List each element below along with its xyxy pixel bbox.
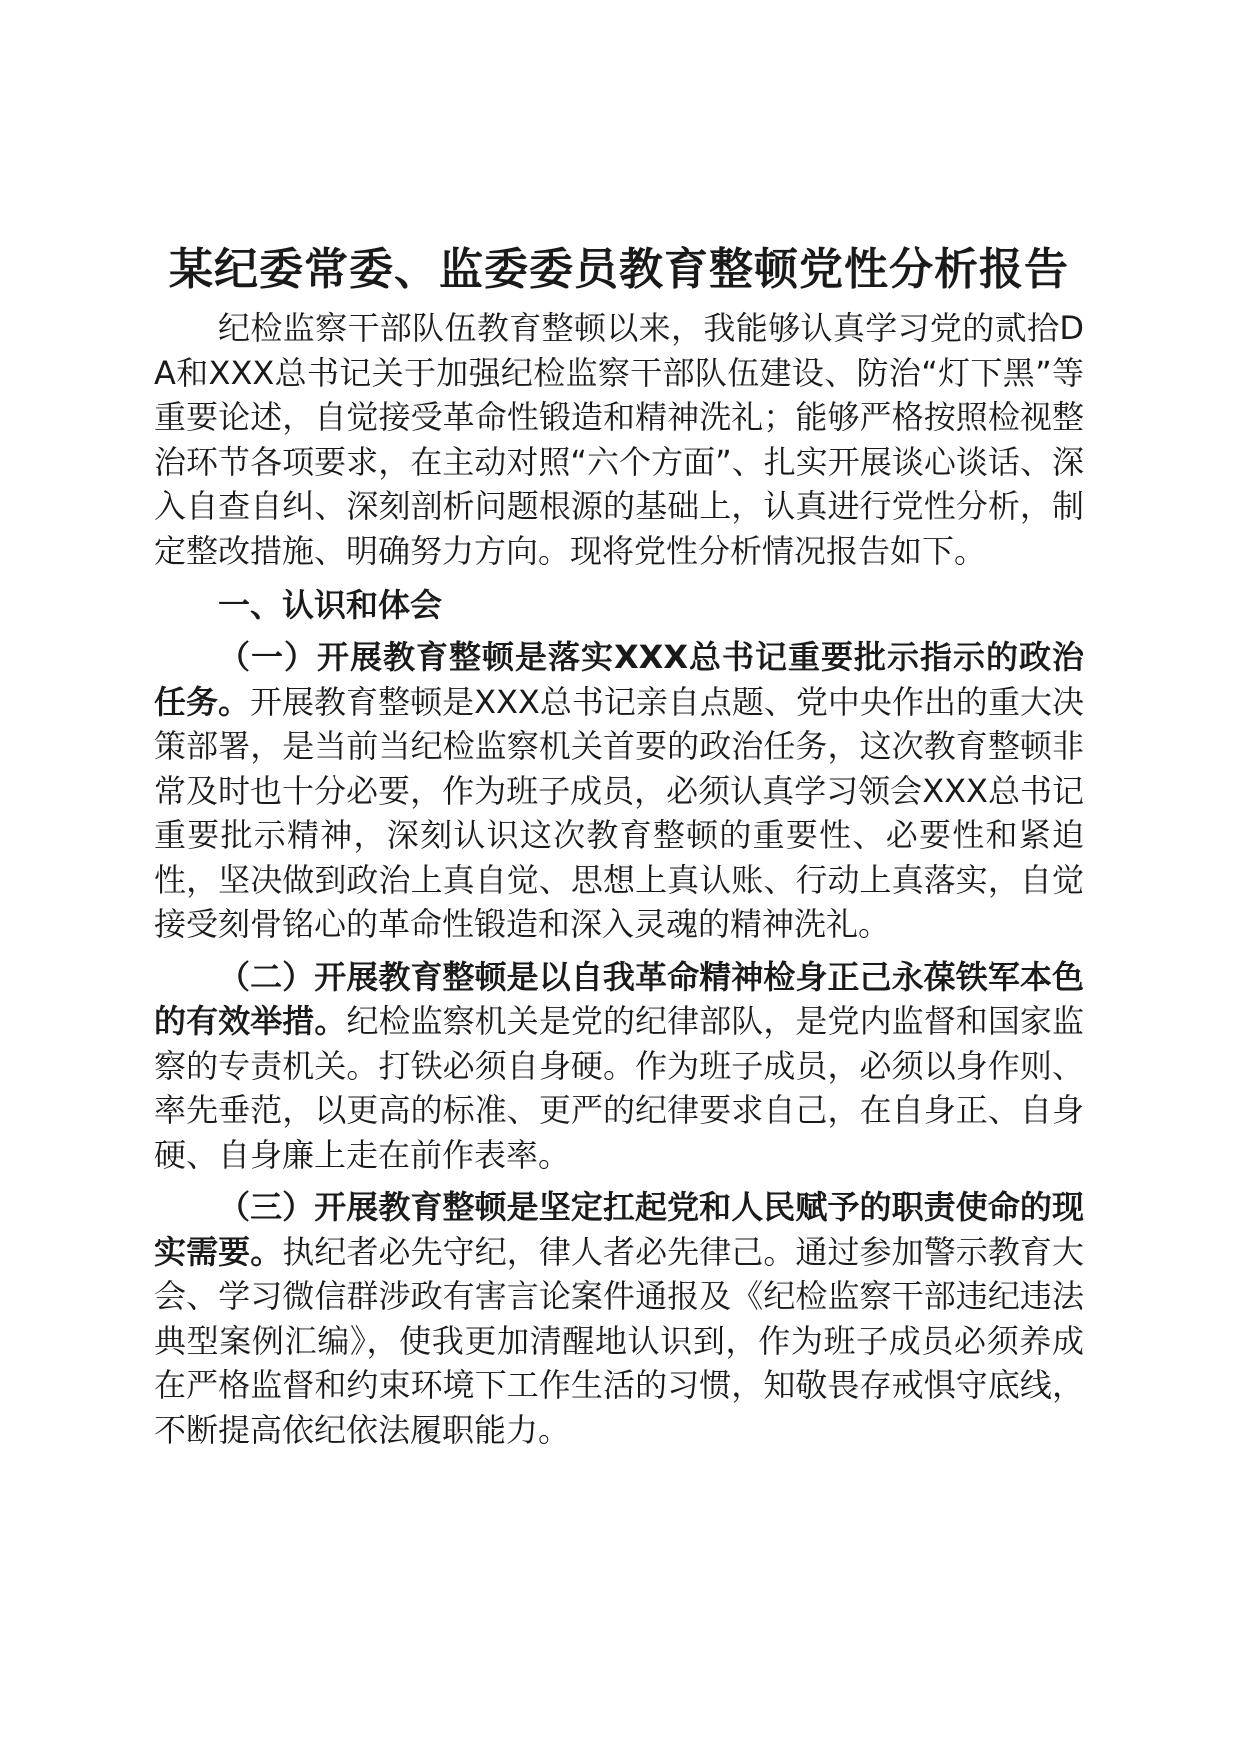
item-lead-3: （三）开展教育整顿是坚定扛起党和人民赋予的职责使命的现实需要。 — [154, 1188, 1084, 1271]
item-lead-1: （一）开展教育整顿是落实XXX总书记重要批示指示的政治任务。 — [154, 638, 1084, 721]
section-heading: 一、认识和体会 — [218, 586, 443, 624]
item-paragraph-3 — [154, 1185, 1084, 1452]
item-lead-2: （二）开展教育整顿是以自我革命精神检身正己永葆铁军本色的有效举措。 — [154, 957, 1084, 1040]
document-title: 某纪委常委、监委委员教育整顿党性分析报告 — [169, 244, 1069, 295]
item-body-2: 纪检监察机关是党的纪律部队，是党内监督和国家监察的专责机关。打铁必须自身硬。作为班子成员，必须以身作则、率先垂范，以更高的标准、更严的纪律要求自己，在自身正、自身硬、自身廉上走在前作表率。 — [154, 1002, 1084, 1174]
item-paragraph-1 — [154, 635, 1084, 947]
item-body-1: 开展教育整顿是XXX总书记亲自点题、党中央作出的重大决策部署，是当前当纪检监察机关首要的政治任务，这次教育整顿非常及时也十分必要，作为班子成员，必须认真学习领会XXX总书记重要批示精神，深刻认识这次教育整顿的重要性、必要性和紧迫性，坚决做到政治上真自觉、思想上真认账、行动上真落实，自觉接受刻骨铭心的革命性锻造和深入灵魂的精神洗礼。 — [154, 682, 1084, 943]
item-paragraph-2 — [154, 955, 1084, 1178]
document-page — [154, 240, 1084, 1452]
intro-paragraph: 纪检监察干部队伍教育整顿以来，我能够认真学习党的贰拾DA和XXX总书记关于加强纪检监察干部队伍建设、防治“灯下黑”等重要论述，自觉接受革命性锻造和精神洗礼；能够严格按照检视整治环节各项要求，在主动对照“六个方面”、扎实开展谈心谈话、深入自查自纠、深刻剖析问题根源的基础上，认真进行党性分析，制定整改措施、明确努力方向。现将党性分析情况报告如下。 — [154, 309, 1084, 570]
item-body-3: 执纪者必先守纪，律人者必先律己。通过参加警示教育大会、学习微信群涉政有害言论案件通报及《纪检监察干部违纪违法典型案例汇编》，使我更加清醒地认识到，作为班子成员必须养成在严格监督和约束环境下工作生活的习惯，知敬畏存戒惧守底线，不断提高依纪依法履职能力。 — [154, 1232, 1084, 1449]
